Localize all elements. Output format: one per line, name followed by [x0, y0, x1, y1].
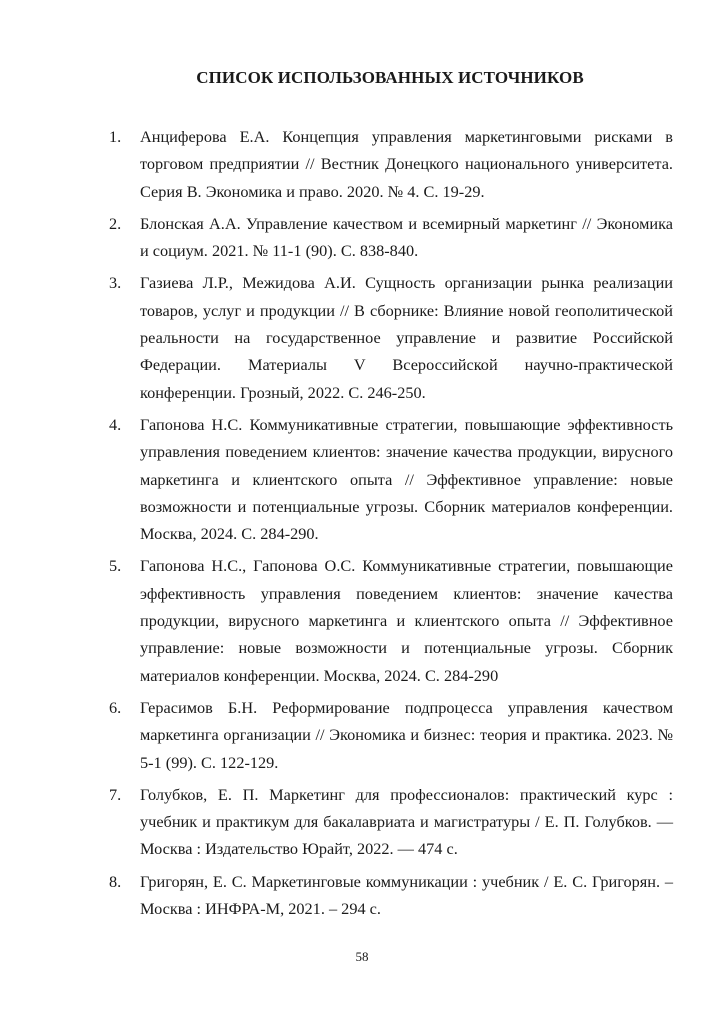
reference-text: Гапонова Н.С., Гапонова О.С. Коммуникативные стратегии, повышающие эффективность управления поведением клиентов: значение качества продукции, вирусного маркетинга и клиентского опыта // Эффективное управление: новые возможности и потенциальные угрозы. Сборник материалов конференции. Москва, 2024. С. 284-290: [140, 556, 673, 685]
reference-number: 7.: [109, 784, 122, 804]
reference-number: 1.: [109, 127, 122, 146]
reference-item-5: [109, 552, 673, 688]
reference-item-4: [109, 411, 673, 547]
reference-item-7: [109, 781, 673, 863]
reference-item-2: [109, 210, 673, 265]
reference-text: Газиева Л.Р., Межидова А.И. Сущность организации рынка реализации товаров, услуг и продукции // В сборнике: Влияние новой геополитической реальности на государственное управление и развитие Российской Федерации. Материалы V Всероссийской научно-практической конференции. Грозный, 2022. С. 246-250.: [140, 273, 673, 402]
reference-item-6: [109, 694, 673, 776]
page-title: СПИСОК ИСПОЛЬЗОВАННЫХ ИСТОЧНИКОВ: [196, 68, 584, 87]
reference-text: Гапонова Н.С. Коммуникативные стратегии, повышающие эффективность управления поведением клиентов: значение качества продукции, вирусного маркетинга и клиентского опыта // Эффективное управление: новые возможности и потенциальные угрозы. Сборник материалов конференции. Москва, 2024. С. 284-290.: [140, 414, 673, 544]
reference-item-1: [109, 123, 673, 205]
reference-text: Герасимов Б.Н. Реформирование подпроцесса управления качеством маркетинга организации // Экономика и бизнес: теория и практика. 2023. № 5-1 (99). С. 122-129.: [140, 697, 673, 772]
reference-text: Григорян, Е. С. Маркетинговые коммуникации : учебник / Е. С. Григорян. – Москва : ИНФРА-М, 2021. – 294 с.: [140, 871, 673, 919]
reference-number: 6.: [109, 697, 122, 717]
reference-list: [109, 123, 673, 927]
reference-number: 8.: [109, 871, 122, 891]
reference-number: 5.: [109, 556, 122, 576]
reference-number: 3.: [109, 273, 122, 293]
page-number: 58: [355, 949, 369, 964]
reference-number: 4.: [109, 414, 122, 434]
reference-number: 2.: [109, 213, 122, 233]
reference-item-3: [109, 269, 673, 405]
reference-item-8: [109, 868, 673, 923]
reference-text: Анциферова Е.А. Концепция управления маркетинговыми рисками в торговом предприятии // Вестник Донецкого национального университета. Серия В. Экономика и право. 2020. № 4. С. 19-29.: [140, 127, 673, 201]
reference-text: Блонская А.А. Управление качеством и всемирный маркетинг // Экономика и социум. 2021. № 11-1 (90). С. 838-840.: [140, 213, 673, 261]
reference-text: Голубков, Е. П. Маркетинг для профессионалов: практический курс : учебник и практикум для бакалавриата и магистратуры / Е. П. Голубков. — Москва : Издательство Юрайт, 2022. — 474 с.: [140, 784, 673, 859]
